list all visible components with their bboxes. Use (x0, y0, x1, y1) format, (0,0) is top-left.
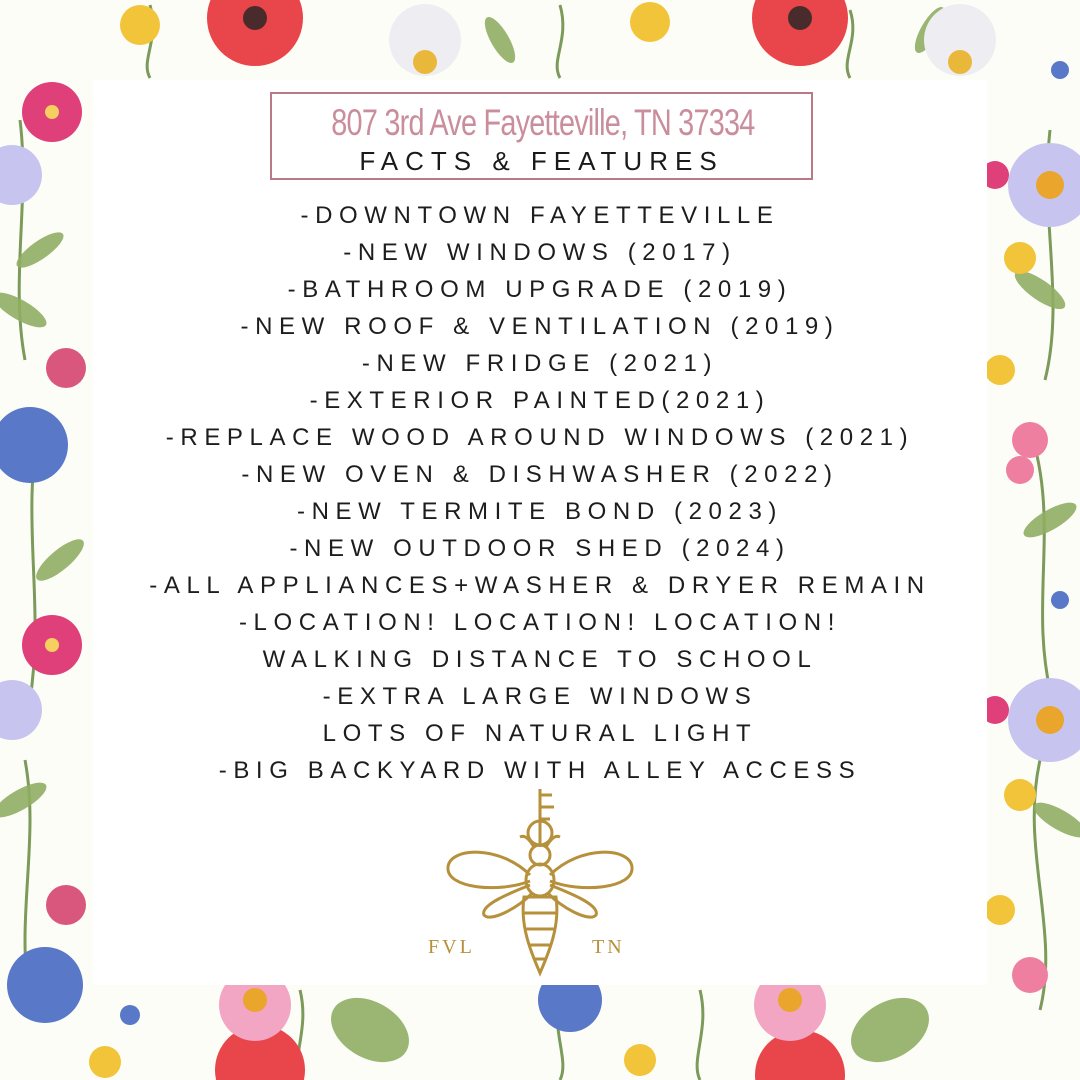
feature-item: -NEW ROOF & VENTILATION (2019) (240, 313, 840, 340)
feature-item: -NEW WINDOWS (2017) (343, 239, 737, 266)
feature-item: -EXTERIOR PAINTED(2021) (309, 387, 771, 414)
feature-item: LOTS OF NATURAL LIGHT (322, 720, 758, 747)
feature-item: -NEW OVEN & DISHWASHER (2022) (241, 461, 839, 488)
feature-item: -BIG BACKYARD WITH ALLEY ACCESS (218, 757, 862, 784)
feature-item: -BATHROOM UPGRADE (2019) (287, 276, 793, 303)
property-address: 807 3rd Ave Fayetteville, TN 37334 (331, 102, 755, 143)
logo-left-text: FVL (428, 936, 475, 958)
feature-item: -NEW TERMITE BOND (2023) (297, 498, 783, 525)
features-list (93, 197, 987, 789)
feature-item: -LOCATION! LOCATION! LOCATION! (238, 609, 842, 636)
feature-item: -NEW OUTDOOR SHED (2024) (289, 535, 791, 562)
feature-item: -NEW FRIDGE (2021) (361, 350, 719, 377)
feature-item: -REPLACE WOOD AROUND WINDOWS (2021) (165, 424, 915, 451)
title-box (270, 92, 813, 180)
section-title: FACTS & FEATURES (359, 146, 724, 176)
logo-right-text: TN (592, 936, 625, 958)
feature-item: WALKING DISTANCE TO SCHOOL (262, 646, 818, 673)
feature-item: -DOWNTOWN FAYETTEVILLE (300, 202, 780, 229)
feature-item: -ALL APPLIANCES+WASHER & DRYER REMAIN (149, 572, 931, 599)
bee-key-logo (420, 785, 660, 980)
feature-item: -EXTRA LARGE WINDOWS (322, 683, 758, 710)
